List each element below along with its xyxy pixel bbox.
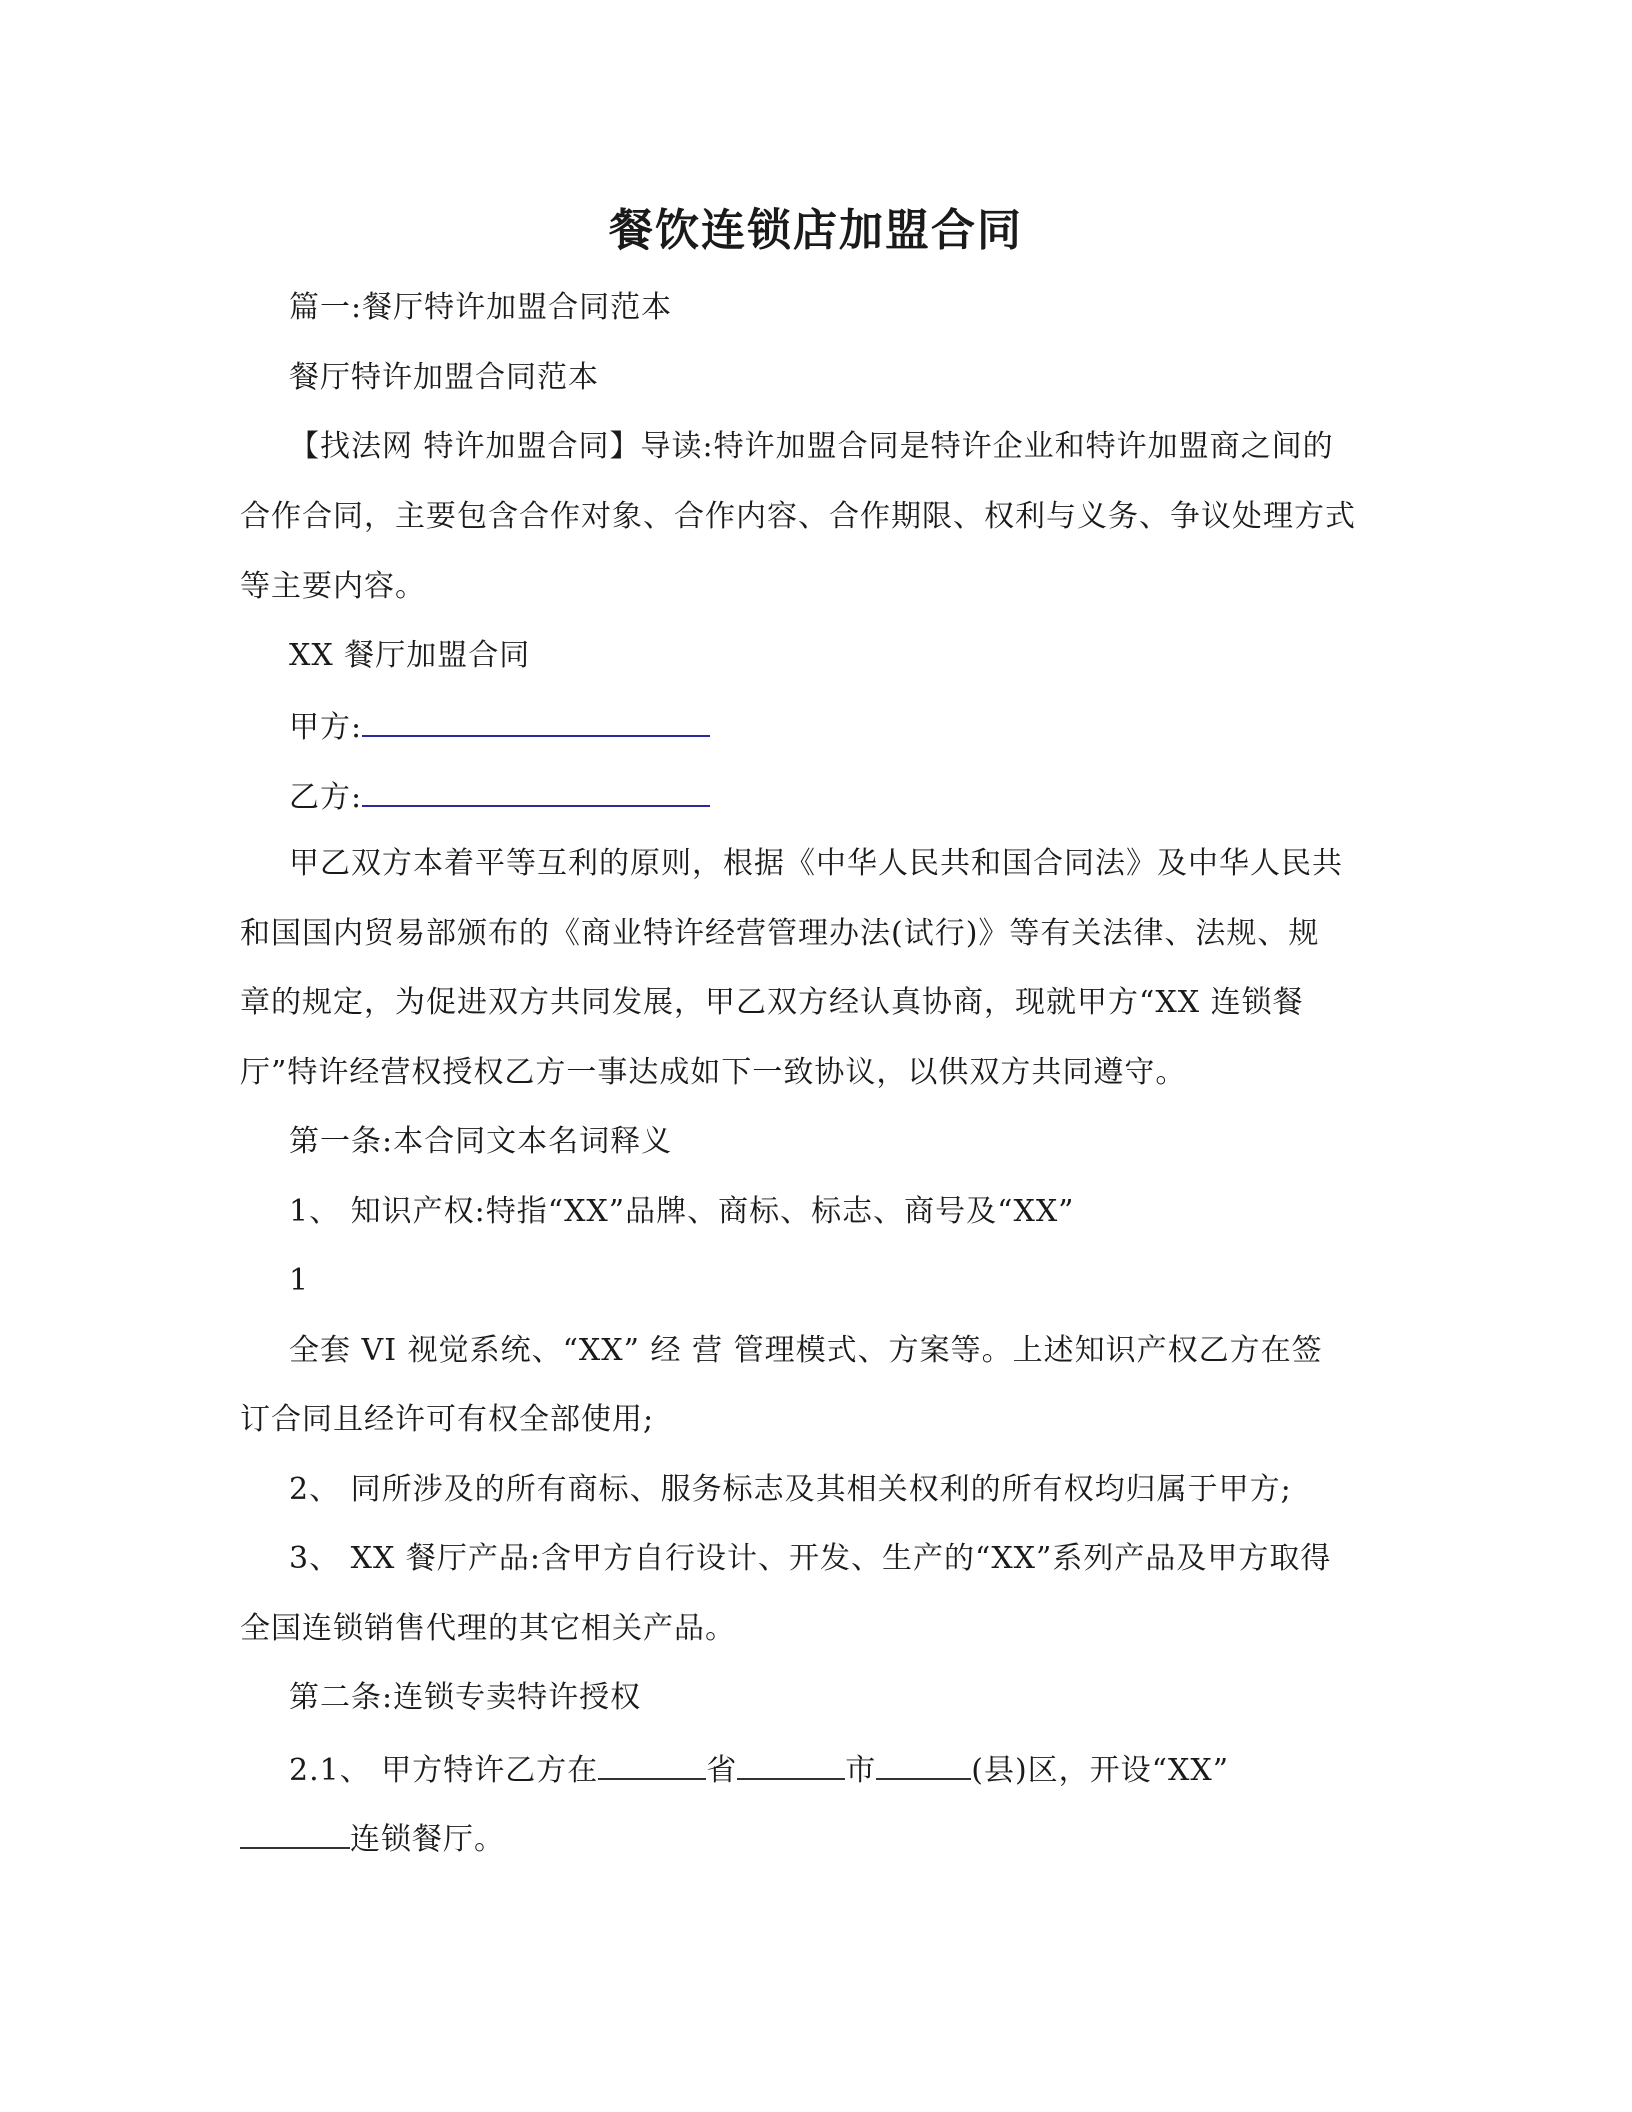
district-blank[interactable] <box>876 1748 971 1780</box>
preamble-line: 厅”特许经营权授权乙方一事达成如下一致协议，以供双方共同遵守。 <box>240 1055 1187 1090</box>
intro-paragraph-line: 【找法网 特许加盟合同】导读:特许加盟合同是特许企业和特许加盟商之间的 <box>289 429 1334 464</box>
clause-2-1-prefix: 2.1、 甲方特许乙方在 <box>289 1753 599 1788</box>
clause-line: 2、 同所涉及的所有商标、服务标志及其相关权利的所有权均归属于甲方; <box>289 1472 1292 1507</box>
party-b-line <box>289 775 710 818</box>
city-blank[interactable] <box>737 1748 845 1780</box>
preamble-line: 甲乙双方本着平等互利的原则，根据《中华人民共和国合同法》及中华人民共 <box>289 846 1343 881</box>
clause-line: 1、 知识产权:特指“XX”品牌、商标、标志、商号及“XX” <box>289 1194 1075 1229</box>
preamble-line: 和国国内贸易部颁布的《商业特许经营管理办法(试行)》等有关法律、法规、规 <box>240 916 1320 951</box>
contract-name: XX 餐厅加盟合同 <box>289 638 531 673</box>
party-b-blank[interactable] <box>362 775 710 807</box>
clause-2-1-continuation <box>240 1817 505 1860</box>
clause-2-1-line <box>289 1748 1229 1791</box>
clause-line: 全套 VI 视觉系统、“XX” 经 营 管理模式、方案等。上述知识产权乙方在签 <box>289 1333 1323 1368</box>
party-a-blank[interactable] <box>362 705 710 737</box>
province-label: 省 <box>706 1753 738 1788</box>
intro-paragraph-line: 合作合同，主要包含合作对象、合作内容、合作期限、权利与义务、争议处理方式 <box>240 499 1356 534</box>
article-heading: 第一条:本合同文本名词释义 <box>289 1124 673 1159</box>
clause-line: 全国连锁销售代理的其它相关产品。 <box>240 1611 736 1646</box>
city-label: 市 <box>845 1753 877 1788</box>
party-b-label: 乙方: <box>289 780 363 815</box>
document-title: 餐饮连锁店加盟合同 <box>609 205 1023 256</box>
preamble-line: 章的规定，为促进双方共同发展，甲乙双方经认真协商，现就甲方“XX 连锁餐 <box>240 985 1304 1020</box>
clause-line: 订合同且经许可有权全部使用; <box>240 1402 655 1437</box>
district-label: (县)区，开设“XX” <box>971 1753 1230 1788</box>
page-number: 1 <box>289 1263 310 1298</box>
party-a-line <box>289 705 710 748</box>
store-name-blank[interactable] <box>240 1817 350 1849</box>
party-a-label: 甲方: <box>289 710 363 745</box>
contract-subtitle: 餐厅特许加盟合同范本 <box>289 360 599 395</box>
article-heading: 第二条:连锁专卖特许授权 <box>289 1680 642 1715</box>
intro-paragraph-line: 等主要内容。 <box>240 569 426 604</box>
clause-line: 3、 XX 餐厅产品:含甲方自行设计、开发、生产的“XX”系列产品及甲方取得 <box>289 1541 1332 1576</box>
province-blank[interactable] <box>598 1748 706 1780</box>
clause-2-1-suffix: 连锁餐厅。 <box>350 1822 505 1857</box>
section-heading: 篇一:餐厅特许加盟合同范本 <box>289 290 673 325</box>
